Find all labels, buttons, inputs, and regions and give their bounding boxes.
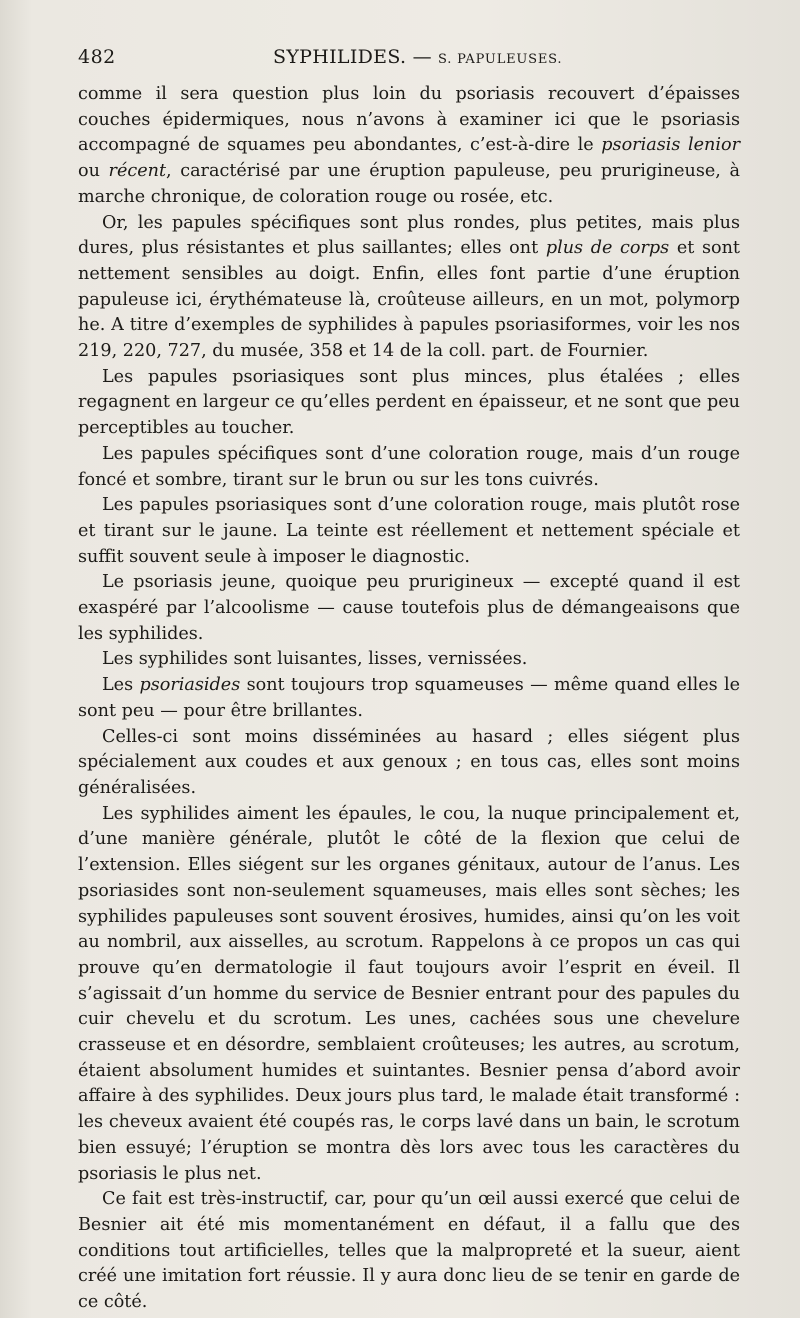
text-run: et sont nettement sensibles au doigt. Enfin, elles font partie d’une éruption papuleuse ici, érythémateuse là, croûteuse ailleurs, en un mot, polymorp he. A titre d’exemples de syphilides à papules psoriasiformes, voir les nos 219, 220, 727, du musée, 358 et 14 de la coll. part. de Fournier. (78, 238, 740, 362)
running-head-title: SYPHILIDES. — (273, 46, 432, 68)
italic-term: psoriasis lenior (601, 135, 740, 156)
italic-term: psoriasides (139, 675, 241, 696)
paragraph-3: Les papules psoriasiques sont plus minces, plus étalées ; elles regagnent en largeur ce qu’elles perdent en épaisseur, et ne sont que peu perceptibles au toucher. (78, 366, 740, 439)
running-head (273, 46, 562, 68)
text-run: ou (78, 161, 109, 182)
text-run: sont toujours trop squameuses — même quand elles le sont peu — pour être brillantes. (78, 675, 741, 721)
italic-term: récent (108, 161, 167, 182)
text-run: Les (102, 675, 140, 696)
body-text (78, 82, 740, 1316)
page-header (78, 40, 740, 76)
paragraph-9: Celles-ci sont moins disséminées au hasard ; elles siégent plus spécialement aux coudes et aux genoux ; en tous cas, elles sont moins généralisées. (78, 726, 740, 798)
text-run: Or, les papules spécifiques sont plus rondes, plus petites, mais plus dures, plus résistantes et plus saillantes; elles ont (78, 212, 740, 259)
paragraph-7: Les syphilides sont luisantes, lisses, vernissées. (102, 649, 528, 670)
paragraph-6: Le psoriasis jeune, quoique peu prurigineux — excepté quand il est exaspéré par l’alcoolisme — cause toutefois plus de démangeaisons que les syphilides. (78, 572, 740, 644)
paragraph-4: Les papules spécifiques sont d’une coloration rouge, mais d’un rouge foncé et sombre, tirant sur le brun ou sur les tons cuivrés. (78, 443, 740, 490)
paragraph-11: Ce fait est très-instructif, car, pour qu’un œil aussi exercé que celui de Besnier ait été mis momentanément en défaut, il a fallu que des conditions tout artificielles, telles que la malpropreté et la sueur, aient créé une imitation fort réussie. Il y aura donc lieu de se tenir en garde de ce côté. (78, 1189, 740, 1313)
page-number: 482 (78, 46, 116, 68)
italic-term: plus de corps (545, 238, 670, 259)
text-run: comme il sera question plus loin du psoriasis recouvert d’épaisses couches épidermiques, nous n’avons à examiner ici que le psoriasis accompagné de squames peu abondantes, c’est-à-dire le (78, 84, 740, 156)
paragraph-5: Les papules psoriasiques sont d’une coloration rouge, mais plutôt rose et tirant sur le jaune. La teinte est réellement et nettement spéciale et suffit souvent seule à imposer le diagnostic. (78, 495, 740, 567)
text-run: , caractérisé par une éruption papuleuse, peu prurigineuse, à marche chronique, de coloration rouge ou rosée, etc. (78, 161, 740, 207)
paragraph-2 (78, 211, 740, 365)
paragraph-10: Les syphilides aiment les épaules, le cou, la nuque principalement et, d’une manière générale, plutôt le côté de la flexion que celui de l’extension. Elles siégent sur les organes génitaux, autour de l’anus. Les psoriasides sont non-seulement squameuses, mais elles sont sèches; les syphilides papuleuses sont souvent érosives, humides, ainsi qu’on les voit au nombril, aux aisselles, au scrotum. Rappelons à ce propos un cas qui prouve qu’en dermatologie il faut toujours avoir l’esprit en éveil. Il s’agissait d’un homme du service de Besnier entrant pour des papules du cuir chevelu et du scrotum. Les unes, cachées sous une chevelure crasseuse et en désordre, semblaient croûteuses; les autres, au scrotum, étaient absolument humides et suintantes. Besnier pensa d’abord avoir affaire à des syphilides. Deux jours plus tard, le malade était transformé : les cheveux avaient été coupés ras, le corps lavé dans un bain, le scrotum bien essuyé; l’éruption se montra dès lors avec tous les caractères du psoriasis le plus net. (78, 803, 740, 1184)
paragraph-1 (78, 82, 740, 211)
paragraph-8 (78, 673, 740, 724)
running-head-subtitle: S. PAPULEUSES. (437, 52, 563, 67)
